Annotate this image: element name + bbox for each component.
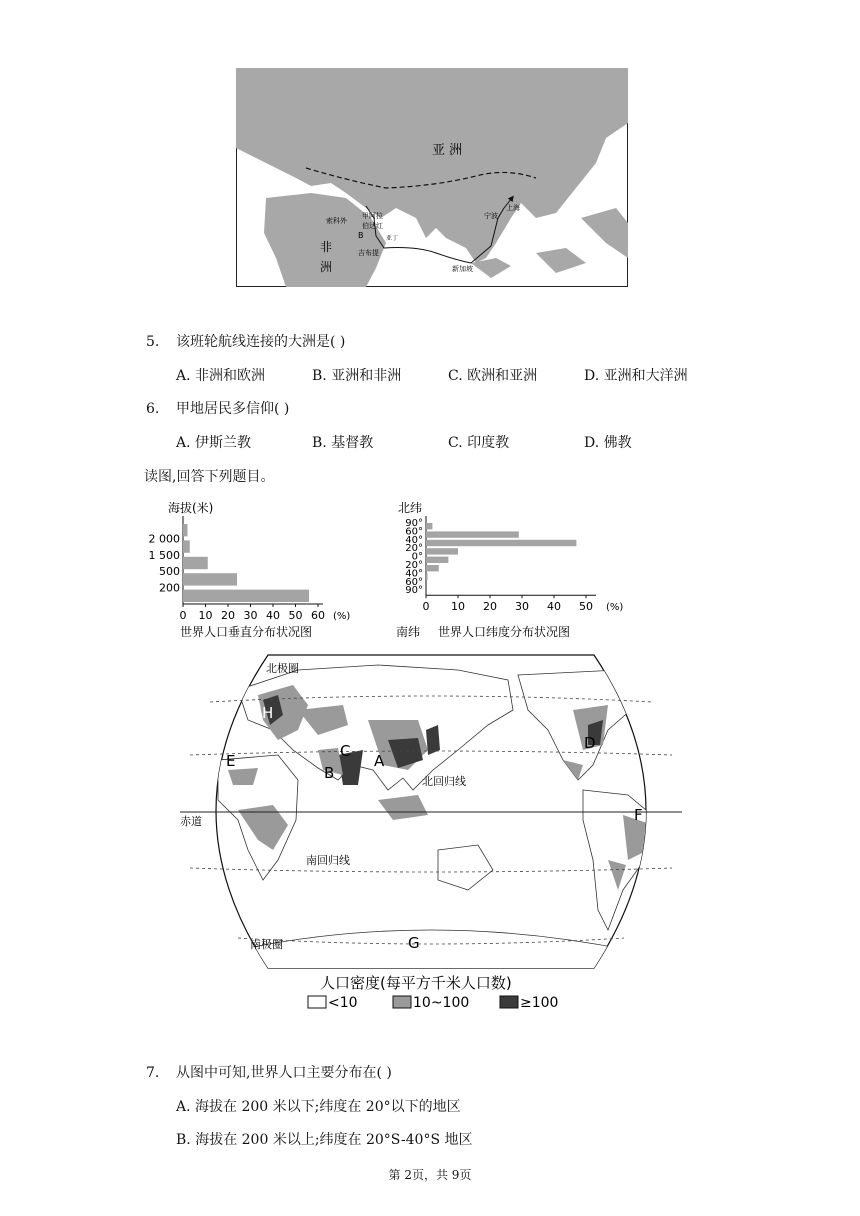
x-tick-label: 30 (243, 609, 258, 622)
bar (183, 557, 208, 569)
bar (426, 531, 519, 537)
label-djibouti: 吉布提 (358, 249, 379, 257)
bar (426, 548, 458, 554)
y-tick-label: 2 000 (148, 532, 180, 546)
option-letter: D. (584, 368, 600, 384)
chart-ylabel-south: 南纬 (396, 625, 421, 639)
chart-ylabel: 海拔(米) (168, 501, 214, 515)
bar (183, 524, 188, 536)
bar (426, 540, 576, 546)
region-d: D (584, 734, 596, 752)
chart-title: 世界人口垂直分布状况图 (180, 625, 313, 639)
option-text: 亚洲和大洋洲 (603, 368, 688, 384)
option-text: 欧洲和亚洲 (467, 368, 538, 384)
chart-vertical-distribution (140, 496, 370, 644)
question-stem: 从图中可知,世界人口主要分布在( ) (176, 1065, 392, 1081)
label-aden: 伯达红 (362, 222, 383, 230)
q5-option-c[interactable] (448, 365, 537, 385)
x-tick-label: 30 (515, 600, 529, 614)
label-jia: 甲阿拉 (362, 212, 383, 220)
label-africa-2: 洲 (320, 260, 333, 274)
chart-latitude-distribution (390, 496, 640, 644)
route-map-svg (236, 68, 628, 287)
y-tick-label: 200 (159, 581, 180, 595)
label-gulf: 亚丁 (386, 235, 399, 242)
y-tick-label: 90° (405, 518, 423, 529)
region-e: E (226, 752, 236, 770)
option-letter: D. (584, 435, 600, 451)
option-text: 海拔在 200 米以上;纬度在 20°S-40°S 地区 (195, 1132, 473, 1148)
chart-title: 世界人口纬度分布状况图 (438, 625, 571, 639)
bar (426, 557, 448, 563)
region-g: G (408, 934, 420, 952)
label-tropic-capricorn: 南回归线 (306, 854, 350, 867)
y-tick-label: 60° (405, 576, 423, 588)
x-axis-unit: (%) (333, 611, 351, 622)
option-letter: A. (176, 435, 191, 451)
x-tick-label: 50 (288, 609, 303, 622)
x-tick-label: 10 (198, 609, 213, 622)
option-text: 佛教 (603, 435, 632, 451)
legend-swatch-high (500, 996, 518, 1008)
intro-text: 读图,回答下列题目。 (144, 469, 275, 485)
y-tick-label: 40° (405, 534, 423, 546)
question-stem: 甲地居民多信仰( ) (176, 401, 290, 417)
option-letter: C. (448, 368, 463, 384)
x-tick-label: 40 (547, 600, 561, 614)
x-tick-label: 40 (266, 609, 280, 622)
label-equator: 赤道 (180, 815, 202, 828)
bar (426, 565, 439, 571)
label-africa-1: 非 (320, 240, 333, 254)
label-shanghai: 上海 (506, 204, 520, 212)
option-letter: A. (176, 368, 191, 384)
region-f: F (634, 806, 643, 824)
question-5 (146, 331, 345, 351)
option-letter: A. (176, 1099, 191, 1115)
label-singapore: 新加坡 (452, 265, 473, 273)
legend-swatch-mid (393, 996, 411, 1008)
y-tick-label: 60° (405, 526, 423, 538)
label-antarctic-circle: 南极圈 (250, 938, 283, 951)
q6-option-a[interactable] (176, 432, 251, 452)
y-tick-label: 90° (405, 585, 423, 597)
bar (183, 540, 190, 552)
legend-label-high: ≥100 (520, 995, 559, 1011)
y-tick-label: 500 (159, 565, 180, 579)
bar (183, 590, 309, 602)
option-letter: B. (312, 368, 327, 384)
bar (183, 573, 237, 585)
x-tick-label: 20 (483, 600, 497, 614)
legend-title: 人口密度(每平方千米人口数) (320, 974, 512, 992)
y-tick-label: 20° (405, 543, 423, 555)
option-text: 印度教 (467, 435, 510, 451)
q6-option-b[interactable] (312, 432, 373, 452)
option-text: 基督教 (331, 435, 374, 451)
q5-option-d[interactable] (584, 365, 688, 385)
legend-label-mid: 10~100 (413, 995, 470, 1011)
y-tick-label: 1 500 (148, 548, 180, 562)
x-tick-label: 50 (579, 600, 593, 614)
region-h: H (262, 704, 274, 722)
region-a: A (374, 752, 385, 770)
y-tick-label: 0° (411, 551, 423, 563)
label-b: B (358, 231, 364, 240)
page-footer: 第 2页，共 9页 (388, 1168, 472, 1182)
option-text: 海拔在 200 米以下;纬度在 20°以下的地区 (195, 1099, 461, 1115)
option-letter: B. (312, 435, 327, 451)
option-letter: B. (176, 1132, 191, 1148)
x-tick-label: 0 (422, 600, 430, 614)
q7-option-b[interactable] (176, 1129, 473, 1149)
world-map-svg (178, 650, 684, 1020)
legend-label-low: <10 (328, 995, 358, 1011)
question-number: 5. (146, 334, 160, 350)
option-text: 伊斯兰教 (195, 435, 252, 451)
question-7 (146, 1062, 392, 1082)
y-tick-label: 20° (405, 560, 423, 571)
x-tick-label: 0 (179, 609, 187, 622)
label-asia: 亚 洲 (432, 143, 463, 158)
x-tick-label: 10 (451, 600, 465, 614)
x-axis-unit: (%) (606, 602, 624, 614)
label-arctic-circle: 北极圈 (266, 662, 299, 675)
x-tick-label: 20 (221, 609, 235, 622)
region-c: C (340, 742, 351, 760)
question-number: 6. (146, 401, 160, 417)
label-ningbo: 宁波 (484, 212, 498, 220)
bar (426, 523, 432, 529)
route-map (236, 68, 628, 287)
q6-option-d[interactable] (584, 432, 632, 452)
question-number: 7. (146, 1065, 160, 1081)
question-6 (146, 398, 289, 418)
question-stem: 该班轮航线连接的大洲是( ) (176, 334, 346, 350)
q5-option-a[interactable] (176, 365, 265, 385)
x-tick-label: 60 (311, 609, 325, 622)
label-somalia: 索科外 (326, 217, 347, 225)
chart-ylabel-north: 北纬 (398, 501, 423, 515)
q5-option-b[interactable] (312, 365, 401, 385)
legend-swatch-low (308, 996, 326, 1008)
q7-option-a[interactable] (176, 1096, 461, 1116)
option-text: 非洲和欧洲 (195, 368, 266, 384)
y-tick-label: 40° (405, 568, 423, 580)
world-density-map (178, 650, 684, 1020)
option-letter: C. (448, 435, 463, 451)
label-tropic-cancer: 北回归线 (422, 775, 466, 788)
option-text: 亚洲和非洲 (331, 368, 402, 384)
bar (426, 573, 428, 579)
q6-option-c[interactable] (448, 432, 509, 452)
region-b: B (324, 764, 335, 782)
